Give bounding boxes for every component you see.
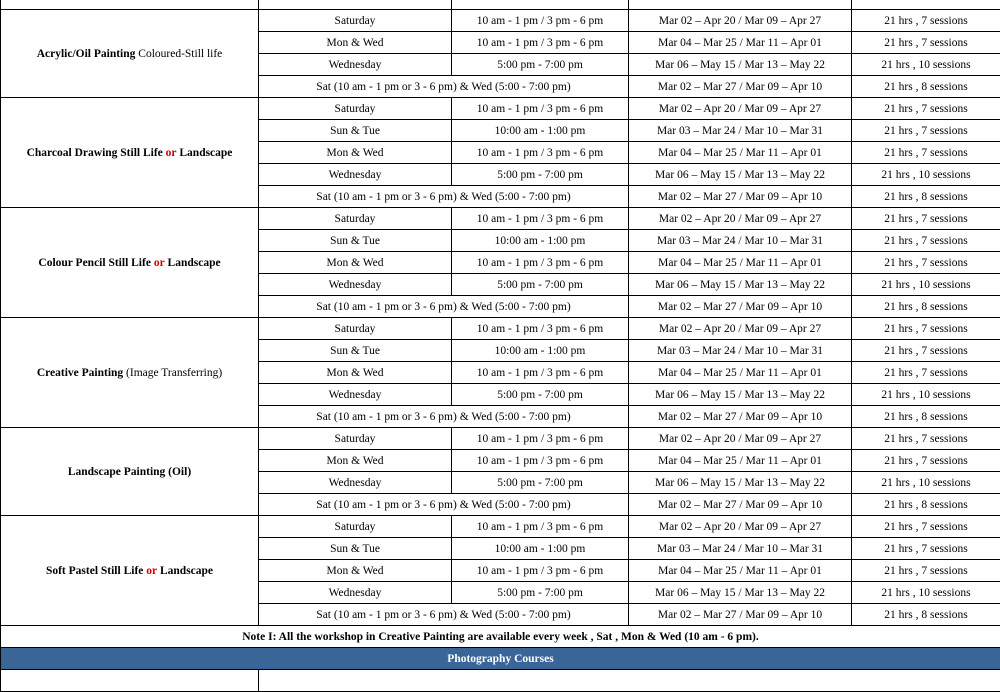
time-cell: 5:00 pm - 7:00 pm: [452, 164, 629, 186]
combined-schedule-cell: Sat (10 am - 1 pm or 3 - 6 pm) & Wed (5:00 - 7:00 pm): [259, 604, 629, 626]
course-name-or: or: [154, 257, 165, 269]
dates-cell: Mar 06 – May 15 / Mar 13 – May 22: [629, 274, 852, 296]
time-cell: 10 am - 1 pm / 3 pm - 6 pm: [452, 516, 629, 538]
partial-bottom-row: [1, 670, 1000, 692]
hours-cell: 21 hrs , 10 sessions: [852, 582, 1000, 604]
course-name-cell: [1, 10, 259, 98]
hours-cell: 21 hrs , 7 sessions: [852, 340, 1000, 362]
partial-hours-cell: [852, 0, 1000, 10]
course-name-part-b: Landscape: [179, 147, 232, 159]
course-name-bold: Creative Painting: [37, 367, 123, 379]
course-name-cell: [1, 98, 259, 208]
time-cell: 10 am - 1 pm / 3 pm - 6 pm: [452, 252, 629, 274]
day-cell: Saturday: [259, 10, 452, 32]
time-cell: 10 am - 1 pm / 3 pm - 6 pm: [452, 362, 629, 384]
course-name-part-a: Soft Pastel Still Life: [46, 565, 143, 577]
hours-cell: 21 hrs , 8 sessions: [852, 296, 1000, 318]
time-cell: 5:00 pm - 7:00 pm: [452, 274, 629, 296]
day-cell: Sun & Tue: [259, 120, 452, 142]
hours-cell: 21 hrs , 7 sessions: [852, 120, 1000, 142]
dates-cell: Mar 02 – Mar 27 / Mar 09 – Apr 10: [629, 604, 852, 626]
hours-cell: 21 hrs , 10 sessions: [852, 384, 1000, 406]
hours-cell: 21 hrs , 7 sessions: [852, 318, 1000, 340]
day-cell: Mon & Wed: [259, 142, 452, 164]
course-name-rest: Coloured-Still life: [135, 48, 222, 60]
partial-bottom-cell: [259, 670, 1000, 692]
course-name-or: or: [166, 147, 177, 159]
dates-cell: Mar 03 – Mar 24 / Mar 10 – Mar 31: [629, 340, 852, 362]
schedule-row: [1, 318, 1000, 340]
schedule-row: [1, 516, 1000, 538]
day-cell: Saturday: [259, 318, 452, 340]
schedule-row: [1, 208, 1000, 230]
dates-cell: Mar 04 – Mar 25 / Mar 11 – Apr 01: [629, 450, 852, 472]
day-cell: Sun & Tue: [259, 340, 452, 362]
section-header: Photography Courses: [1, 648, 1000, 670]
day-cell: Saturday: [259, 208, 452, 230]
day-cell: Mon & Wed: [259, 450, 452, 472]
day-cell: Wednesday: [259, 164, 452, 186]
dates-cell: Mar 06 – May 15 / Mar 13 – May 22: [629, 54, 852, 76]
dates-cell: Mar 03 – Mar 24 / Mar 10 – Mar 31: [629, 230, 852, 252]
course-name-bold: Landscape Painting (Oil): [68, 466, 191, 478]
time-cell: 10:00 am - 1:00 pm: [452, 538, 629, 560]
hours-cell: 21 hrs , 7 sessions: [852, 362, 1000, 384]
course-name-or: or: [146, 565, 157, 577]
dates-cell: Mar 06 – May 15 / Mar 13 – May 22: [629, 164, 852, 186]
course-name-bold: Acrylic/Oil Painting: [37, 48, 136, 60]
dates-cell: Mar 02 – Mar 27 / Mar 09 – Apr 10: [629, 296, 852, 318]
hours-cell: 21 hrs , 10 sessions: [852, 164, 1000, 186]
course-name-part-a: Colour Pencil Still Life: [38, 257, 151, 269]
dates-cell: Mar 02 – Apr 20 / Mar 09 – Apr 27: [629, 516, 852, 538]
course-name-part-b: Landscape: [168, 257, 221, 269]
dates-cell: Mar 02 – Apr 20 / Mar 09 – Apr 27: [629, 318, 852, 340]
time-cell: 10 am - 1 pm / 3 pm - 6 pm: [452, 142, 629, 164]
dates-cell: Mar 02 – Apr 20 / Mar 09 – Apr 27: [629, 10, 852, 32]
combined-schedule-cell: Sat (10 am - 1 pm or 3 - 6 pm) & Wed (5:00 - 7:00 pm): [259, 186, 629, 208]
time-cell: 5:00 pm - 7:00 pm: [452, 384, 629, 406]
schedule-body: [1, 0, 1000, 692]
partial-top-row: [1, 0, 1000, 10]
dates-cell: Mar 06 – May 15 / Mar 13 – May 22: [629, 582, 852, 604]
dates-cell: Mar 02 – Mar 27 / Mar 09 – Apr 10: [629, 186, 852, 208]
time-cell: 5:00 pm - 7:00 pm: [452, 54, 629, 76]
time-cell: 10:00 am - 1:00 pm: [452, 340, 629, 362]
dates-cell: Mar 06 – May 15 / Mar 13 – May 22: [629, 384, 852, 406]
day-cell: Wednesday: [259, 54, 452, 76]
dates-cell: Mar 03 – Mar 24 / Mar 10 – Mar 31: [629, 538, 852, 560]
combined-schedule-cell: Sat (10 am - 1 pm or 3 - 6 pm) & Wed (5:00 - 7:00 pm): [259, 406, 629, 428]
day-cell: Wednesday: [259, 384, 452, 406]
partial-day-cell: [259, 0, 452, 10]
hours-cell: 21 hrs , 7 sessions: [852, 516, 1000, 538]
course-name-cell: [1, 208, 259, 318]
combined-schedule-cell: Sat (10 am - 1 pm or 3 - 6 pm) & Wed (5:00 - 7:00 pm): [259, 296, 629, 318]
day-cell: Mon & Wed: [259, 32, 452, 54]
hours-cell: 21 hrs , 7 sessions: [852, 10, 1000, 32]
time-cell: 10 am - 1 pm / 3 pm - 6 pm: [452, 10, 629, 32]
time-cell: 10:00 am - 1:00 pm: [452, 230, 629, 252]
dates-cell: Mar 02 – Mar 27 / Mar 09 – Apr 10: [629, 494, 852, 516]
time-cell: 10 am - 1 pm / 3 pm - 6 pm: [452, 98, 629, 120]
note-text: Note I: All the workshop in Creative Painting are available every week , Sat , Mon & Wed (10 am - 6 pm).: [1, 626, 1000, 648]
course-name-part-a: Charcoal Drawing Still Life: [27, 147, 163, 159]
hours-cell: 21 hrs , 8 sessions: [852, 604, 1000, 626]
schedule-row: [1, 10, 1000, 32]
day-cell: Mon & Wed: [259, 362, 452, 384]
hours-cell: 21 hrs , 7 sessions: [852, 538, 1000, 560]
combined-schedule-cell: Sat (10 am - 1 pm or 3 - 6 pm) & Wed (5:00 - 7:00 pm): [259, 76, 629, 98]
day-cell: Wednesday: [259, 274, 452, 296]
hours-cell: 21 hrs , 7 sessions: [852, 98, 1000, 120]
dates-cell: Mar 02 – Apr 20 / Mar 09 – Apr 27: [629, 98, 852, 120]
hours-cell: 21 hrs , 8 sessions: [852, 494, 1000, 516]
day-cell: Sun & Tue: [259, 230, 452, 252]
hours-cell: 21 hrs , 7 sessions: [852, 32, 1000, 54]
time-cell: 10 am - 1 pm / 3 pm - 6 pm: [452, 32, 629, 54]
dates-cell: Mar 02 – Apr 20 / Mar 09 – Apr 27: [629, 428, 852, 450]
day-cell: Sun & Tue: [259, 538, 452, 560]
hours-cell: 21 hrs , 10 sessions: [852, 274, 1000, 296]
hours-cell: 21 hrs , 7 sessions: [852, 208, 1000, 230]
section-header-row: [1, 648, 1000, 670]
day-cell: Saturday: [259, 98, 452, 120]
time-cell: 10 am - 1 pm / 3 pm - 6 pm: [452, 560, 629, 582]
hours-cell: 21 hrs , 7 sessions: [852, 142, 1000, 164]
dates-cell: Mar 04 – Mar 25 / Mar 11 – Apr 01: [629, 142, 852, 164]
time-cell: 10 am - 1 pm / 3 pm - 6 pm: [452, 450, 629, 472]
time-cell: 10 am - 1 pm / 3 pm - 6 pm: [452, 318, 629, 340]
note-row: [1, 626, 1000, 648]
schedule-row: [1, 98, 1000, 120]
course-name-cell: [1, 318, 259, 428]
dates-cell: Mar 02 – Apr 20 / Mar 09 – Apr 27: [629, 208, 852, 230]
day-cell: Mon & Wed: [259, 560, 452, 582]
day-cell: Mon & Wed: [259, 252, 452, 274]
dates-cell: Mar 04 – Mar 25 / Mar 11 – Apr 01: [629, 252, 852, 274]
time-cell: 10:00 am - 1:00 pm: [452, 120, 629, 142]
hours-cell: 21 hrs , 7 sessions: [852, 560, 1000, 582]
time-cell: 5:00 pm - 7:00 pm: [452, 582, 629, 604]
course-name-part-b: Landscape: [160, 565, 213, 577]
course-name-cell: [1, 428, 259, 516]
dates-cell: Mar 04 – Mar 25 / Mar 11 – Apr 01: [629, 560, 852, 582]
schedule-row: [1, 428, 1000, 450]
hours-cell: 21 hrs , 8 sessions: [852, 76, 1000, 98]
dates-cell: Mar 03 – Mar 24 / Mar 10 – Mar 31: [629, 120, 852, 142]
partial-course-cell: [1, 0, 259, 10]
hours-cell: 21 hrs , 7 sessions: [852, 252, 1000, 274]
time-cell: 10 am - 1 pm / 3 pm - 6 pm: [452, 428, 629, 450]
dates-cell: Mar 02 – Mar 27 / Mar 09 – Apr 10: [629, 406, 852, 428]
dates-cell: Mar 04 – Mar 25 / Mar 11 – Apr 01: [629, 32, 852, 54]
day-cell: Saturday: [259, 428, 452, 450]
time-cell: 10 am - 1 pm / 3 pm - 6 pm: [452, 208, 629, 230]
partial-time-cell: [452, 0, 629, 10]
partial-bottom-cell: [1, 670, 259, 692]
hours-cell: 21 hrs , 10 sessions: [852, 54, 1000, 76]
course-name-cell: [1, 516, 259, 626]
hours-cell: 21 hrs , 7 sessions: [852, 428, 1000, 450]
hours-cell: 21 hrs , 8 sessions: [852, 406, 1000, 428]
dates-cell: Mar 02 – Mar 27 / Mar 09 – Apr 10: [629, 76, 852, 98]
course-name-rest: (Image Transferring): [123, 367, 222, 379]
hours-cell: 21 hrs , 10 sessions: [852, 472, 1000, 494]
dates-cell: Mar 04 – Mar 25 / Mar 11 – Apr 01: [629, 362, 852, 384]
hours-cell: 21 hrs , 7 sessions: [852, 230, 1000, 252]
dates-cell: Mar 06 – May 15 / Mar 13 – May 22: [629, 472, 852, 494]
combined-schedule-cell: Sat (10 am - 1 pm or 3 - 6 pm) & Wed (5:00 - 7:00 pm): [259, 494, 629, 516]
hours-cell: 21 hrs , 8 sessions: [852, 186, 1000, 208]
day-cell: Wednesday: [259, 472, 452, 494]
partial-dates-cell: [629, 0, 852, 10]
day-cell: Saturday: [259, 516, 452, 538]
day-cell: Wednesday: [259, 582, 452, 604]
hours-cell: 21 hrs , 7 sessions: [852, 450, 1000, 472]
time-cell: 5:00 pm - 7:00 pm: [452, 472, 629, 494]
